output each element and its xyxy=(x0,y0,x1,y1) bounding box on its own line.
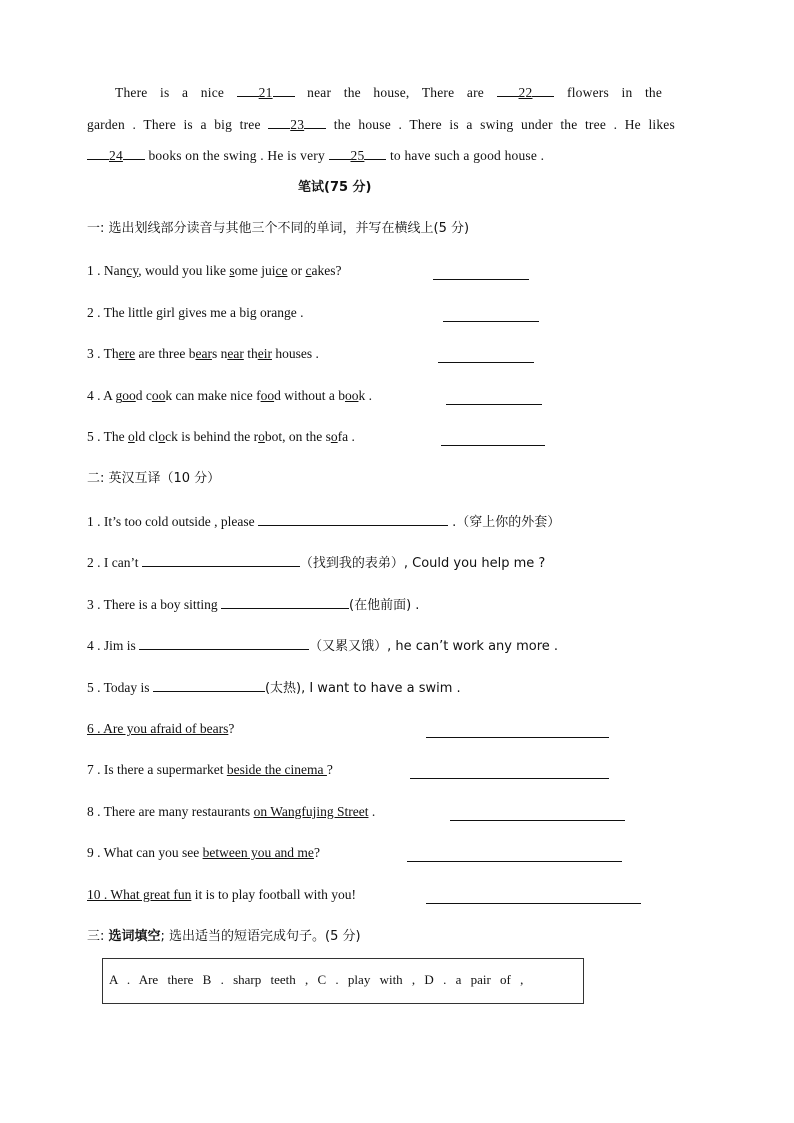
answer-line-s2-10[interactable] xyxy=(426,902,641,904)
passage-line-1: There is a nice 21 near the house, There are 22 flowers in the xyxy=(115,82,662,103)
answer-blank-s2-2[interactable] xyxy=(142,552,300,567)
written-test-title: 笔试(75 分) xyxy=(298,180,372,195)
answer-line-s2-6[interactable] xyxy=(426,736,609,738)
section-2-item-3: 3 . There is a boy sitting (在他前面) . xyxy=(87,594,419,616)
blank-22-right xyxy=(532,82,554,97)
answer-blank-s2-3[interactable] xyxy=(221,594,349,609)
word-options: A . Are there B . sharp teeth , C . play with , D . a pair of , xyxy=(109,972,524,987)
section-2-item-1: 1 . It’s too cold outside , please .（穿上你的外套） xyxy=(87,511,560,533)
answer-blank-s2-1[interactable] xyxy=(258,511,448,526)
blank-25-left xyxy=(329,145,351,160)
section-1-item-5: 5 . The old clock is behind the robot, on the sofa . xyxy=(87,429,355,444)
blank-24-right xyxy=(123,145,145,160)
section-2-item-9: 9 . What can you see between you and me? xyxy=(87,845,320,860)
answer-line-s2-7[interactable] xyxy=(410,777,609,779)
blank-21-right xyxy=(273,82,295,97)
section-2-item-6: 6 . Are you afraid of bears? xyxy=(87,721,235,736)
section-1-item-1: 1 . Nancy, would you like some juice or cakes? xyxy=(87,263,342,278)
word-options-box xyxy=(102,958,584,1004)
answer-line-s1-2[interactable] xyxy=(443,320,539,322)
blank-23-right xyxy=(304,114,326,129)
blank-23-left xyxy=(268,114,290,129)
blank-21-left xyxy=(237,82,259,97)
section-1-item-3: 3 . There are three bears near their houses . xyxy=(87,346,319,361)
section-2-item-2: 2 . I can’t （找到我的表弟）, Could you help me ? xyxy=(87,552,545,574)
section-2-item-8: 8 . There are many restaurants on Wangfujing Street . xyxy=(87,804,376,819)
section-2-item-7: 7 . Is there a supermarket beside the cinema ? xyxy=(87,762,333,777)
answer-line-s2-8[interactable] xyxy=(450,819,625,821)
section-2-item-5: 5 . Today is (太热), I want to have a swim . xyxy=(87,677,461,699)
blank-22-left xyxy=(497,82,519,97)
answer-line-s1-3[interactable] xyxy=(438,361,534,363)
section-3-heading: 三: 选词填空; 选出适当的短语完成句子。(5 分) xyxy=(87,929,361,944)
answer-line-s2-9[interactable] xyxy=(407,860,622,862)
answer-blank-s2-5[interactable] xyxy=(153,677,265,692)
answer-line-s1-1[interactable] xyxy=(433,278,529,280)
passage-line-2: garden . There is a big tree 23 the house . There is a swing under the tree . He likes xyxy=(87,114,675,135)
section-1-item-4: 4 . A good cook can make nice food without a book . xyxy=(87,388,372,403)
answer-blank-s2-4[interactable] xyxy=(139,635,309,650)
section-2-item-10: 10 . What great fun it is to play football with you! xyxy=(87,887,356,902)
blank-24-left xyxy=(87,145,109,160)
section-2-item-4: 4 . Jim is （又累又饿）, he can’t work any more . xyxy=(87,635,558,657)
section-2-heading: 二: 英汉互译（10 分） xyxy=(87,471,221,486)
answer-line-s1-5[interactable] xyxy=(441,444,545,446)
answer-line-s1-4[interactable] xyxy=(446,403,542,405)
section-1-heading: 一: 选出划线部分读音与其他三个不同的单词，并写在横线上(5 分) xyxy=(87,221,470,236)
section-1-item-2: 2 . The little girl gives me a big orange . xyxy=(87,305,304,320)
blank-25-right xyxy=(364,145,386,160)
passage-line-3: 24 books on the swing . He is very 25 to have such a good house . xyxy=(87,145,544,166)
